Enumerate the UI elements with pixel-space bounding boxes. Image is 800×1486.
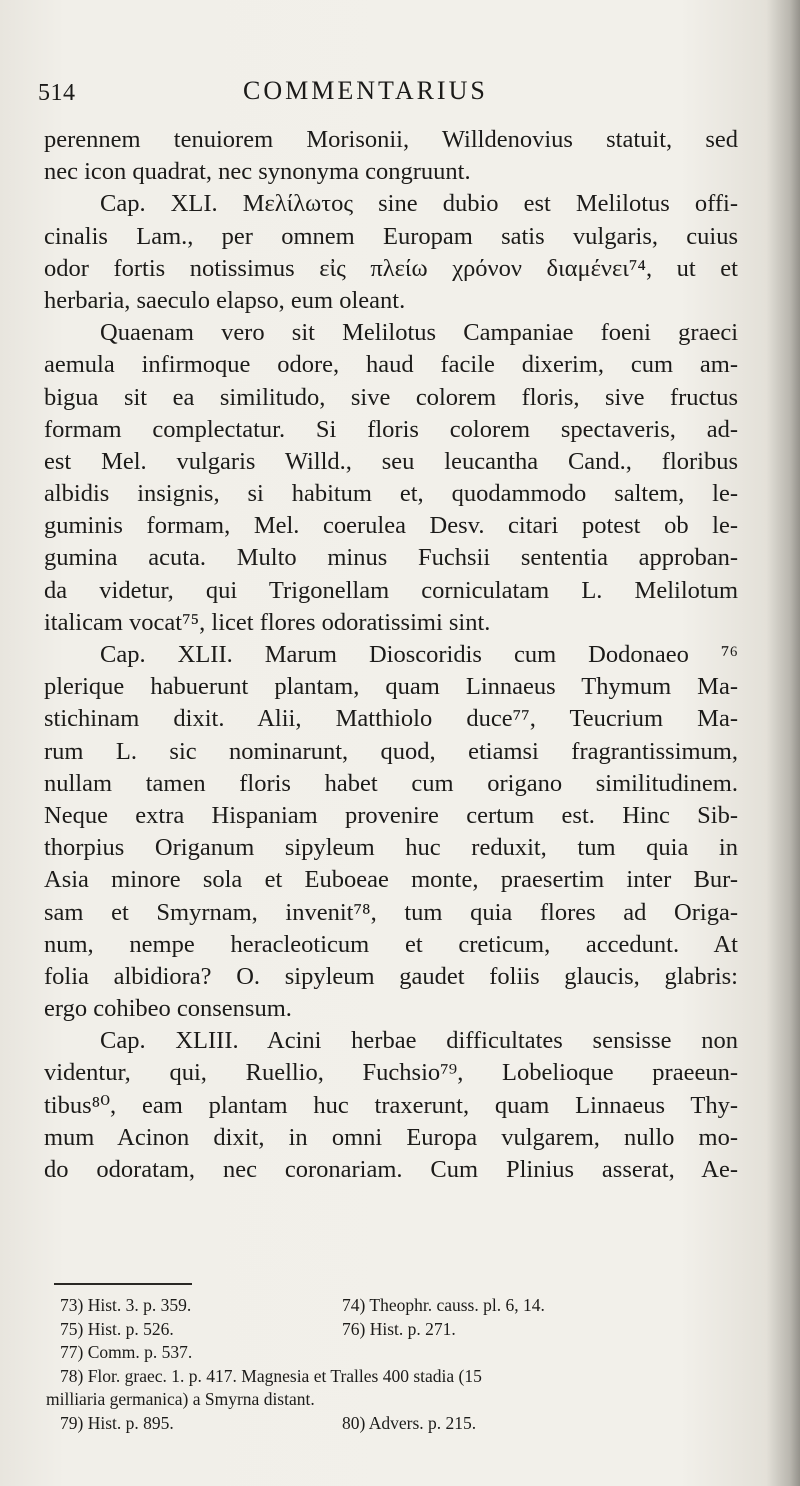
text-line: italicam vocat⁷⁵, licet flores odoratissimi sint. [44, 608, 491, 636]
text-line: nullam tamen floris habet cum origano similitudinem. [44, 769, 738, 797]
text-line: formam complectatur. Si floris colorem spectaveris, ad- [44, 415, 738, 443]
footnote-line [46, 1365, 746, 1389]
text-line: folia albidiora? O. sipyleum gaudet foliis glaucis, glabris: [44, 962, 738, 990]
text-line: mum Acinon dixit, in omni Europa vulgarem, nullo mo- [44, 1123, 738, 1151]
text-line: est Mel. vulgaris Willd., seu leucantha Cand., floribus [44, 447, 738, 475]
text-line: videntur, qui, Ruellio, Fuchsio⁷⁹, Lobelioque praeeun- [44, 1059, 738, 1087]
text-line: guminis formam, Mel. coerulea Desv. citari potest ob le- [44, 512, 738, 540]
text-line: Cap. XLI. Μελίλωτος sine dubio est Melilotus offi- [100, 190, 738, 218]
page-number: 514 [38, 80, 76, 106]
footnote-74: 74) Theophr. causs. pl. 6, 14. [342, 1295, 545, 1315]
footnote-line [46, 1318, 746, 1342]
text-line: nec icon quadrat, nec synonyma congruunt. [44, 158, 471, 186]
running-head: COMMENTARIUS [243, 76, 488, 105]
footnote-line [46, 1388, 746, 1412]
footnote-78: 78) Flor. graec. 1. p. 417. Magnesia et Tralles 400 stadia (15 [60, 1365, 482, 1386]
footnote-73: 73) Hist. 3. p. 359. [60, 1295, 192, 1315]
page-header [38, 72, 738, 112]
footnote-line [46, 1412, 746, 1436]
footnote-79: 79) Hist. p. 895. [60, 1412, 174, 1433]
text-line: thorpius Origanum sipyleum huc reduxit, tum quia in [44, 834, 738, 862]
text-line: albidis insignis, si habitum et, quodammodo saltem, le- [44, 480, 738, 508]
text-line: do odoratam, nec coronariam. Cum Plinius asserat, Ae- [44, 1156, 738, 1183]
footnote-line [46, 1294, 746, 1318]
footnotes [46, 1294, 746, 1435]
footnote-line [46, 1341, 746, 1365]
text-line: num, nempe heracleoticum et creticum, accedunt. At [44, 930, 738, 958]
text-line: Cap. XLIII. Acini herbae difficultates sensisse non [100, 1027, 738, 1055]
body-text [44, 124, 738, 1186]
text-line: gumina acuta. Multo minus Fuchsii sententia approban- [44, 544, 738, 572]
text-line: ergo cohibeo consensum. [44, 995, 292, 1023]
text-line: herbaria, saeculo elapso, eum oleant. [44, 286, 406, 314]
text-line: da videtur, qui Trigonellam corniculatam L. Melilotum [44, 576, 738, 604]
footnote-76: 76) Hist. p. 271. [342, 1318, 456, 1339]
text-line: stichinam dixit. Alii, Matthiolo duce⁷⁷, Teucrium Ma- [44, 705, 738, 733]
text-line: tibus⁸⁰, eam plantam huc traxerunt, quam Linnaeus Thy- [44, 1091, 738, 1119]
text-line: bigua sit ea similitudo, sive colorem floris, sive fructus [44, 383, 738, 411]
text-line: aemula infirmoque odore, haud facile dixerim, cum am- [44, 351, 738, 379]
text-line: odor fortis notissimus εἰς πλείω χρόνον διαμένει⁷⁴, ut et [44, 254, 738, 282]
footnote-rule [54, 1283, 192, 1285]
text-line: sam et Smyrnam, invenit⁷⁸, tum quia flores ad Origa- [44, 898, 738, 926]
text-line: Quaenam vero sit Melilotus Campaniae foeni graeci [100, 319, 738, 347]
text-line: plerique habuerunt plantam, quam Linnaeus Thymum Ma- [44, 673, 738, 701]
text-line: Cap. XLII. Marum Dioscoridis cum Dodonaeo ⁷⁶ [100, 641, 738, 668]
text-line: Neque extra Hispaniam provenire certum est. Hinc Sib- [44, 801, 738, 829]
page-edge-shadow [766, 0, 800, 1486]
text-line: Asia minore sola et Euboeae monte, praesertim inter Bur- [44, 866, 738, 894]
footnote-77: 77) Comm. p. 537. [60, 1342, 193, 1362]
footnote-78-continued: milliaria germanica) a Smyrna distant. [46, 1389, 315, 1409]
text-line: rum L. sic nominarunt, quod, etiamsi fragrantissimum, [44, 737, 738, 765]
text-line: perennem tenuiorem Morisonii, Willdenovius statuit, sed [44, 126, 738, 153]
text-line: cinalis Lam., per omnem Europam satis vulgaris, cuius [44, 222, 738, 250]
footnote-75: 75) Hist. p. 526. [60, 1318, 174, 1339]
footnote-80: 80) Advers. p. 215. [342, 1412, 477, 1433]
